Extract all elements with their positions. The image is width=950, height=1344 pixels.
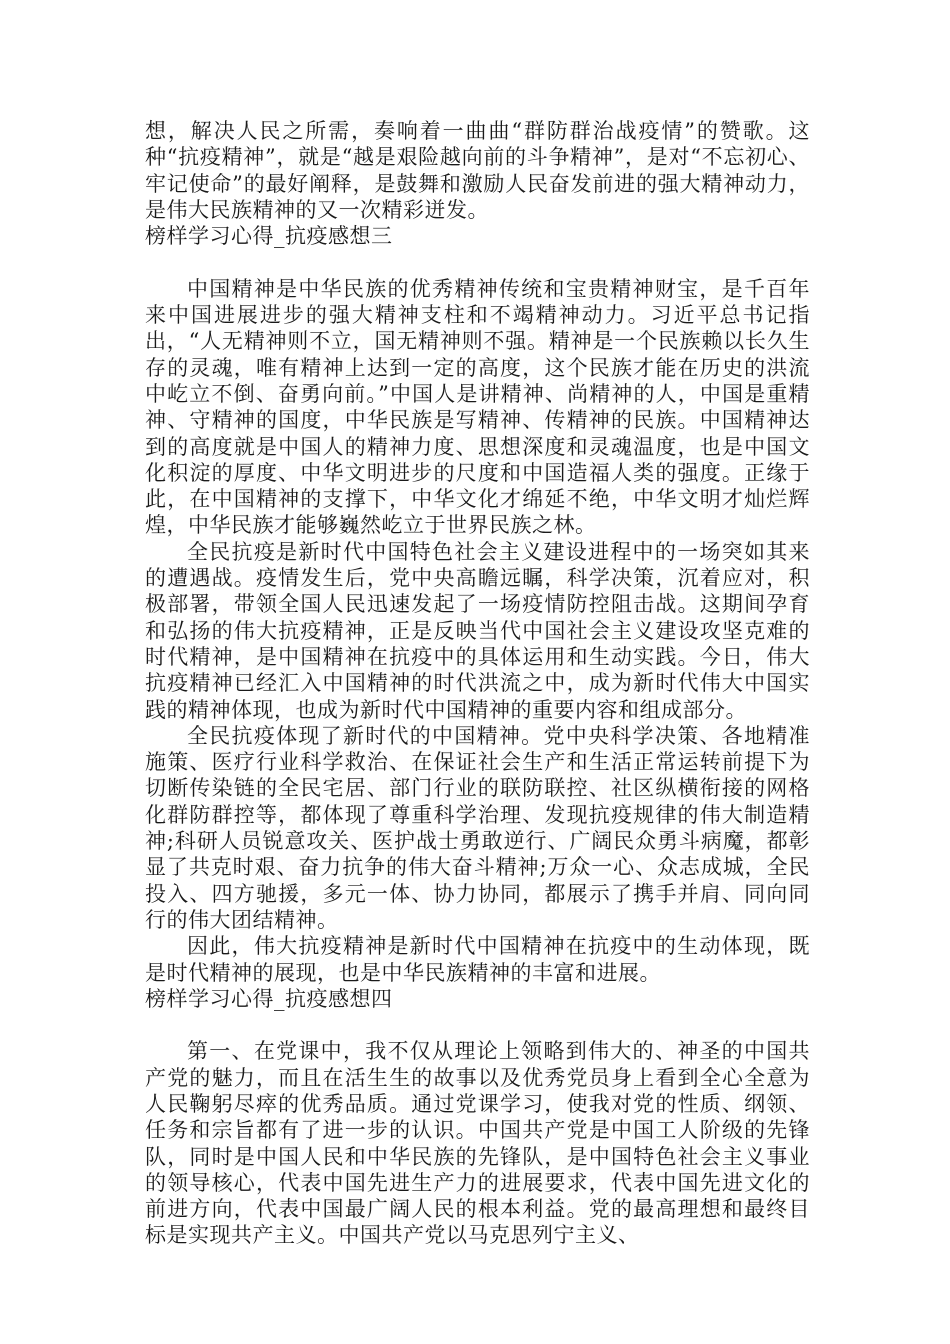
- paragraph-continuation: 想，解决人民之所需，奏响着一曲曲“群防群治战疫情”的赞歌。这种“抗疫精神”，就是“越是艰险越向前的斗争精神”，是对“不忘初心、牢记使命”的最好阐释，是鼓舞和激励人民奋发前进的强大精神动力，是伟大民族精神的又一次精彩迸发。: [145, 119, 810, 222]
- section-heading-4: 榜样学习心得_抗疫感想四: [145, 986, 393, 1011]
- paragraph: 中国精神是中华民族的优秀精神传统和宝贵精神财宝，是千百年来中国进展进步的强大精神支柱和不竭精神动力。习近平总书记指出，“人无精神则不立，国无精神则不强。精神是一个民族赖以长久生存的灵魂，唯有精神上达到一定的高度，这个民族才能在历史的洪流中屹立不倒、奋勇向前。”中国人是讲精神、尚精神的人，中国是重精神、守精神的国度，中华民族是写精神、传精神的民族。中国精神达到的高度就是中国人的精神力度、思想深度和灵魂温度，也是中国文化积淀的厚度、中华文明进步的尺度和中国造福人类的强度。正缘于此，在中国精神的支撑下，中华文化才绵延不绝，中华文明才灿烂辉煌，中华民族才能够巍然屹立于世界民族之林。: [145, 276, 810, 538]
- paragraph: 第一、在党课中，我不仅从理论上领略到伟大的、神圣的中国共产党的魅力，而且在活生生的故事以及优秀党员身上看到全心全意为人民鞠躬尽瘁的优秀品质。通过党课学习，使我对党的性质、纲领、任务和宗旨都有了进一步的认识。中国共产党是中国工人阶级的先锋队，同时是中国人民和中华民族的先锋队，是中国特色社会主义事业的领导核心，代表中国先进生产力的进展要求，代表中国先进文化的前进方向，代表中国最广阔人民的根本利益。党的最高理想和最终目标是实现共产主义。中国共产党以马克思列宁主义、: [145, 1039, 810, 1248]
- section-heading-3: 榜样学习心得_抗疫感想三: [145, 224, 393, 249]
- paragraph: 全民抗疫体现了新时代的中国精神。党中央科学决策、各地精准施策、医疗行业科学救治、在保证社会生产和生活正常运转前提下为切断传染链的全民宅居、部门行业的联防联控、社区纵横衔接的网格化群防群控等，都体现了尊重科学治理、发现抗疫规律的伟大制造精神;科研人员锐意攻关、医护战士勇敢逆行、广阔民众勇斗病魔，都彰显了共克时艰、奋力抗争的伟大奋斗精神;万众一心、众志成城，全民投入、四方驰援，多元一体、协力协同，都展示了携手并肩、同向同行的伟大团结精神。: [145, 723, 810, 932]
- paragraph: 因此，伟大抗疫精神是新时代中国精神在抗疫中的生动体现，既是时代精神的展现，也是中华民族精神的丰富和进展。: [145, 934, 810, 985]
- blank-line: [145, 249, 810, 275]
- document-page: [145, 118, 810, 1249]
- blank-line: [145, 1012, 810, 1038]
- paragraph: 全民抗疫是新时代中国特色社会主义建设进程中的一场突如其来的遭遇战。疫情发生后，党中央高瞻远瞩，科学决策，沉着应对，积极部署，带领全国人民迅速发起了一场疫情防控阻击战。这期间孕育和弘扬的伟大抗疫精神，正是反映当代中国社会主义建设攻坚克难的时代精神，是中国精神在抗疫中的具体运用和生动实践。今日，伟大抗疫精神已经汇入中国精神的时代洪流之中，成为新时代伟大中国实践的精神体现，也成为新时代中国精神的重要内容和组成部分。: [145, 539, 810, 722]
